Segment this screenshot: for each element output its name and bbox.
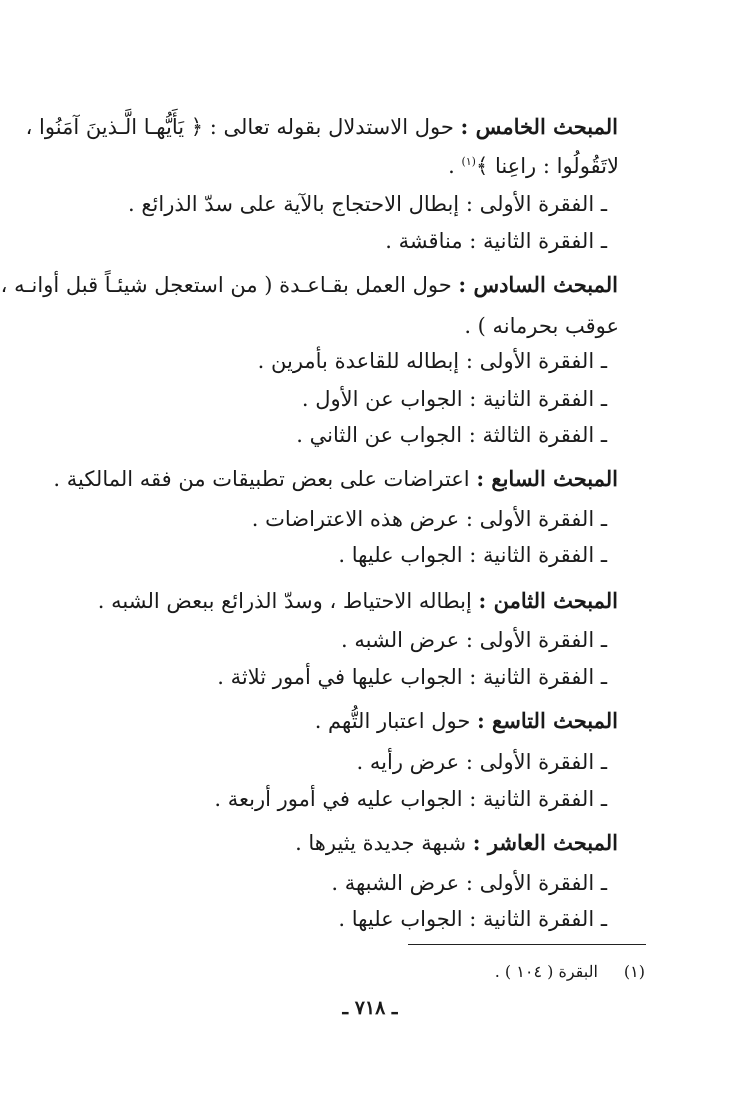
section-5-item-1: ـ الفقرة الأولى : إبطال الاحتجاج بالآية على سدّ الذرائع . xyxy=(128,192,607,216)
section-5-text: حول الاستدلال بقوله تعالى : ﴿ يَأَيُّهـا الَّـذينَ آمَنُوا ، xyxy=(25,115,454,139)
section-5-heading: المبحث الخامس : xyxy=(460,114,618,139)
section-5-continuation-line xyxy=(448,151,619,181)
section-7-heading: المبحث السابع : xyxy=(476,466,618,491)
section-10-text: شبهة جديدة يثيرها . xyxy=(295,831,467,855)
section-5-continuation-end: . xyxy=(448,154,462,178)
footnote-divider xyxy=(408,944,646,945)
section-10-line xyxy=(295,828,618,858)
section-8-line xyxy=(98,586,618,616)
section-9-item-1: ـ الفقرة الأولى : عرض رأيه . xyxy=(356,750,607,774)
section-6-item-2: ـ الفقرة الثانية : الجواب عن الأول . xyxy=(301,387,607,411)
section-10-heading: المبحث العاشر : xyxy=(472,830,618,855)
section-7-item-1: ـ الفقرة الأولى : عرض هذه الاعتراضات . xyxy=(251,507,607,531)
footnote-ref-1[interactable]: (١) xyxy=(461,155,476,168)
section-9-line xyxy=(315,706,618,736)
section-8-text: إبطاله الاحتياط ، وسدّ الذرائع ببعض الشبه . xyxy=(97,589,472,613)
section-5-item-2: ـ الفقرة الثانية : مناقشة . xyxy=(385,229,607,253)
footnote-text: البقرة ( ١٠٤ ) . xyxy=(494,962,598,981)
section-9-item-2: ـ الفقرة الثانية : الجواب عليه في أمور أربعة . xyxy=(214,787,607,811)
section-6-text: حول العمل بقـاعـدة ( من استعجل شيئـاً قبل أوانـه ، xyxy=(0,273,452,297)
footnote xyxy=(495,961,645,983)
section-7-text: اعتراضات على بعض تطبيقات من فقه المالكية . xyxy=(53,467,470,491)
section-6-item-3: ـ الفقرة الثالثة : الجواب عن الثاني . xyxy=(296,423,607,447)
section-8-heading: المبحث الثامن : xyxy=(478,588,618,613)
section-6-line xyxy=(1,270,618,300)
section-6-heading: المبحث السادس : xyxy=(458,272,618,297)
section-10-item-2: ـ الفقرة الثانية : الجواب عليها . xyxy=(338,907,607,931)
section-6-item-1: ـ الفقرة الأولى : إبطاله للقاعدة بأمرين . xyxy=(257,349,607,373)
section-5-continuation: لاتَقُولُوا : راعِنا ﴾ xyxy=(475,154,619,178)
section-7-line xyxy=(53,464,618,494)
section-8-item-1: ـ الفقرة الأولى : عرض الشبه . xyxy=(341,628,607,652)
footnote-number: (١) xyxy=(623,962,645,981)
section-9-heading: المبحث التاسع : xyxy=(476,708,618,733)
section-7-item-2: ـ الفقرة الثانية : الجواب عليها . xyxy=(338,543,607,567)
section-10-item-1: ـ الفقرة الأولى : عرض الشبهة . xyxy=(331,871,607,895)
section-5-line xyxy=(26,112,618,142)
page-number: ـ ٧١٨ ـ xyxy=(342,997,398,1019)
section-9-text: حول اعتبار التُّهم . xyxy=(314,709,471,733)
section-6-continuation: عوقب بحرمانه ) . xyxy=(464,314,619,338)
section-8-item-2: ـ الفقرة الثانية : الجواب عليها في أمور ثلاثة . xyxy=(217,665,607,689)
